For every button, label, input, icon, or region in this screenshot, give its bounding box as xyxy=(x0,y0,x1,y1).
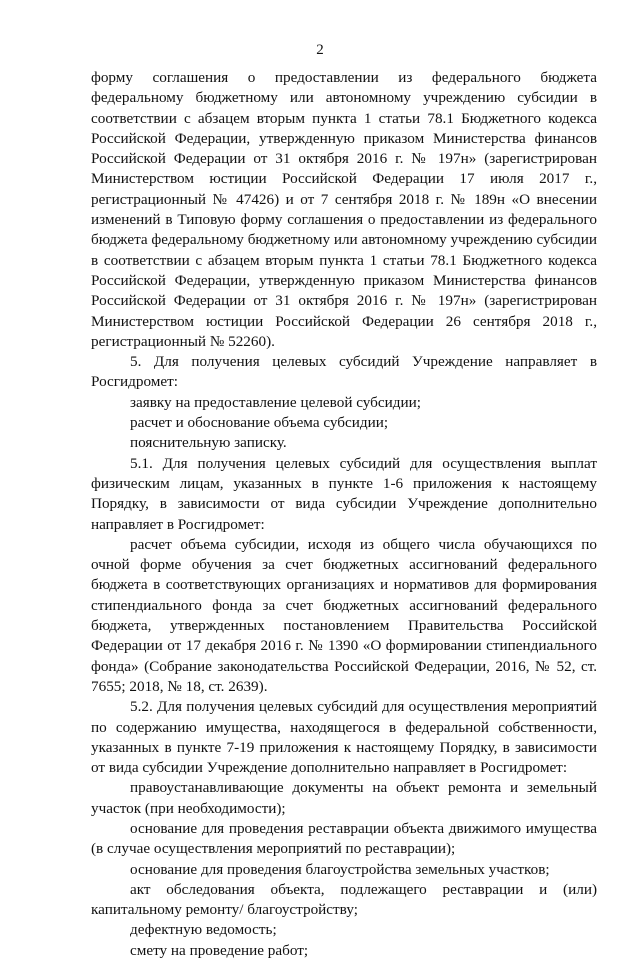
list-item: основание для проведения реставрации объекта движимого имущества (в случае осуществления мероприятий по реставрации); xyxy=(91,819,597,858)
paragraph-item-5-2: 5.2. Для получения целевых субсидий для осуществления мероприятий по содержанию имущества, находящегося в федеральной собственности, указанных в пункте 7-19 приложения к настоящему Порядку, в зависимости от вида субсидии Учреждение дополнительно направляет в Росгидромет: xyxy=(91,698,597,777)
document-body xyxy=(91,68,597,961)
list-item: смету на проведение работ; xyxy=(130,941,309,959)
list-item: правоустанавливающие документы на объект ремонта и земельный участок (при необходимости); xyxy=(91,779,597,817)
list-item: дефектную ведомость; xyxy=(130,921,277,939)
page-number: 2 xyxy=(316,42,324,58)
paragraph-item-5: 5. Для получения целевых субсидий Учреждение направляет в Росгидромет: xyxy=(91,353,597,391)
paragraph-item-5-1: 5.1. Для получения целевых субсидий для осуществления выплат физическим лицам, указанных в пункте 1-6 приложения к настоящему Порядку, в зависимости от вида субсидии Учреждение дополнительно направляет в Росгидромет: xyxy=(91,454,597,533)
list-item: расчет и обоснование объема субсидии; xyxy=(130,414,389,432)
list-item: пояснительную записку. xyxy=(130,434,287,452)
paragraph-continuation: форму соглашения о предоставлении из федерального бюджета федеральному бюджетному или автономному учреждению субсидии в соответствии с абзацем вторым пункта 1 статьи 78.1 Бюджетного кодекса Российской Федерации, утвержденную приказом Министерства финансов Российской Федерации от 31 октября 2016 г. № 197н» (зарегистрирован Министерством юстиции Российской Федерации 17 июля 2017 г., регистрационный № 47426) и от 7 сентября 2018 г. № 189н «О внесении изменений в Типовую форму соглашения о предоставлении из федерального бюджета федеральному бюджетному или автономному учреждению субсидии в соответствии с абзацем вторым пункта 1 статьи 78.1 Бюджетного кодекса Российской Федерации, утвержденную приказом Министерства финансов Российской Федерации от 31 октября 2016 г. № 197н» (зарегистрирован Министерством юстиции Российской Федерации 26 сентября 2018 г., регистрационный № 52260). xyxy=(91,69,597,350)
list-item: расчет объема субсидии, исходя из общего числа обучающихся по очной форме обучения за счет бюджетных ассигнований федерального бюджета в соответствующих организациях и нормативов для формирования стипендиального фонда за счет бюджетных ассигнований федерального бюджета, утвержденных постановлением Правительства Российской Федерации от 17 декабря 2016 г. № 1390 «О формировании стипендиального фонда» (Собрание законодательства Российской Федерации, 2016, № 52, ст. 7655; 2018, № 18, ст. 2639). xyxy=(91,535,597,695)
list-item: основание для проведения благоустройства земельных участков; xyxy=(130,860,550,878)
list-item: заявку на предоставление целевой субсидии; xyxy=(130,393,421,411)
list-item: акт обследования объекта, подлежащего реставрации и (или) капитальному ремонту/ благоустройству; xyxy=(91,880,597,919)
